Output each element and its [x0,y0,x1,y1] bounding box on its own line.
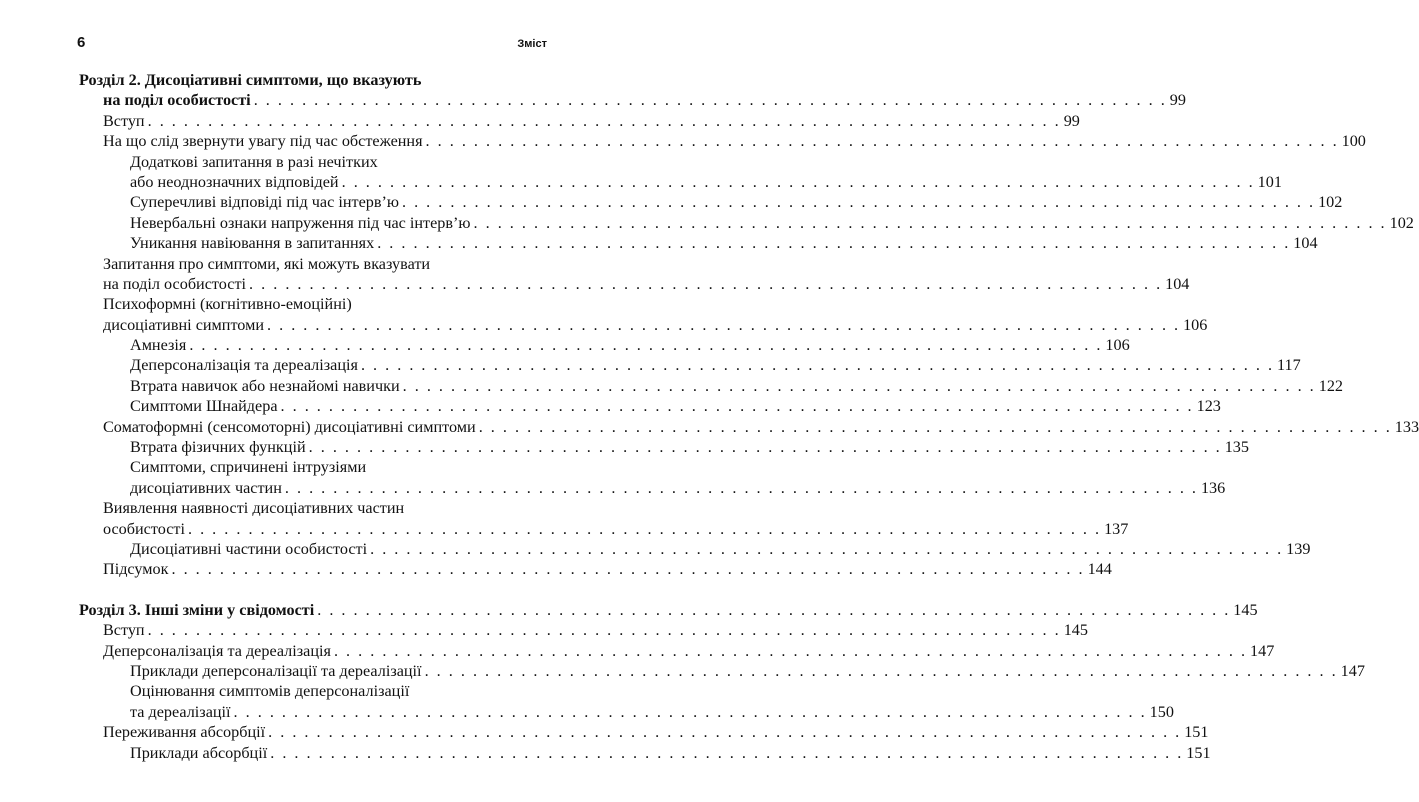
toc-entry-title: Амнезія [130,336,187,355]
toc-entry-title: Втрата фізичних функцій [130,438,306,457]
toc-entry-title: на поділ особистості [103,91,251,110]
toc-page-number: 147 [1340,661,1365,680]
toc-page-number: 101 [1257,172,1282,191]
toc-entry [79,641,1275,661]
toc-page-number: 144 [1087,560,1112,579]
dot-leader: . . . . . . . . . . . . . . . . . . . . . . . . . . . . . . . . . . . . . . . . . . . . . . . . . . . . . . . . . . . . . . . . . . . . . . . . . . . . [341,172,1255,191]
toc-entry-title: Оцінювання симптомів деперсоналізації [130,682,410,701]
dot-leader: . . . . . . . . . . . . . . . . . . . . . . . . . . . . . . . . . . . . . . . . . . . . . . . . . . . . . . . . . . . . . . . . . . . . . . . . . . . . [284,478,1198,497]
toc-page-number: 136 [1200,478,1226,497]
toc-subentry [79,437,1249,457]
toc-page-number: 123 [1196,397,1221,416]
dot-leader: . . . . . . . . . . . . . . . . . . . . . . . . . . . . . . . . . . . . . . . . . . . . . . . . . . . . . . . . . . . . . . . . . . . . . . . . . . . . [253,91,1167,110]
toc-entry [79,519,1129,539]
toc-page-number: 106 [1183,315,1208,334]
toc-section-heading [79,90,1186,110]
dot-leader: . . . . . . . . . . . . . . . . . . . . . . . . . . . . . . . . . . . . . . . . . . . . . . . . . . . . . . . . . . . . . . . . . . . . . . . . . . . . [187,519,1102,538]
toc-entry-title: Симптоми, спричинені інтрузіями [130,458,367,477]
dot-leader: . . . . . . . . . . . . . . . . . . . . . . . . . . . . . . . . . . . . . . . . . . . . . . . . . . . . . . . . . . . . . . . . . . . . . . . . . . . . [249,274,1163,293]
toc-entry-title: На що слід звернути увагу під час обстеження [103,132,423,151]
toc-subentry [79,743,1211,763]
page-number: 6 [77,34,86,51]
toc-subentry [79,661,1365,681]
dot-leader: . . . . . . . . . . . . . . . . . . . . . . . . . . . . . . . . . . . . . . . . . . . . . . . . . . . . . . . . . . . . . . . . . . . . . . . . . . . . [233,702,1147,721]
toc-subentry [79,152,543,172]
toc-entry-title: Уникання навіювання в запитаннях [130,234,375,253]
toc-entry-title: або неоднозначних відповідей [130,172,339,191]
dot-leader: . . . . . . . . . . . . . . . . . . . . . . . . . . . . . . . . . . . . . . . . . . . . . . . . . . . . . . . . . . . . . . . . . . . . . . . . . . . . [370,539,1284,558]
toc-entry [79,315,1208,335]
dot-leader: . . . . . . . . . . . . . . . . . . . . . . . . . . . . . . . . . . . . . . . . . . . . . . . . . . . . . . . . . . . . . . . . . . . . . . . . . . . . [333,641,1248,660]
dot-leader: . . . . . . . . . . . . . . . . . . . . . . . . . . . . . . . . . . . . . . . . . . . . . . . . . . . . . . . . . . . . . . . . . . . . . . . . . . . . [267,315,1181,334]
dot-leader: . . . . . . . . . . . . . . . . . . . . . . . . . . . . . . . . . . . . . . . . . . . . . . . . . . . . . . . . . . . . . . . . . . . . . . . . . . . . [171,560,1085,579]
toc-page-number: 100 [1341,132,1366,151]
toc-subentry [79,335,1130,355]
toc-subentry [79,478,1226,498]
dot-leader: . . . . . . . . . . . . . . . . . . . . . . . . . . . . . . . . . . . . . . . . . . . . . . . . . . . . . . . . . . . . . . . . . . . . . . . . . . . . [270,743,1184,762]
toc-page-number: 150 [1149,702,1174,721]
toc-subentry [79,355,1301,375]
toc-subentry [79,172,1282,192]
toc-page-number: 133 [1394,417,1419,436]
toc-entry-title: Підсумок [103,560,169,579]
toc-section-heading [79,70,543,90]
toc-page-number: 99 [1169,91,1186,110]
toc-entry-title: Приклади абсорбції [130,743,268,762]
toc-section-heading [79,600,1258,620]
toc-entry-title: Соматоформні (сенсомоторні) дисоціативні симптоми [103,417,476,436]
toc-entry-title: та дереалізації [130,702,231,721]
toc-page-number: 99 [1063,111,1080,130]
toc-subentry [79,457,543,477]
dot-leader: . . . . . . . . . . . . . . . . . . . . . . . . . . . . . . . . . . . . . . . . . . . . . . . . . . . . . . . . . . . . . . . . . . . . . . . . . . . . [268,723,1182,742]
toc-page-number: 137 [1104,519,1129,538]
toc-page-number: 104 [1165,274,1190,293]
toc-page-number: 151 [1184,723,1209,742]
dot-leader: . . . . . . . . . . . . . . . . . . . . . . . . . . . . . . . . . . . . . . . . . . . . . . . . . . . . . . . . . . . . . . . . . . . . . . . . . . . . [473,213,1387,232]
toc-spacer [79,580,543,600]
toc-entry-title: Розділ 3. Інші зміни у свідомості [79,600,315,619]
toc-entry-title: Психоформні (когнітивно-емоційні) [103,295,352,314]
toc-entry-title: дисоціативні симптоми [103,315,264,334]
toc-entry-title: Суперечливі відповіді під час інтерв’ю [130,193,399,212]
toc-page-number: 117 [1277,356,1301,375]
toc-entry-title: на поділ особистості [103,274,247,293]
toc-page-number: 122 [1318,376,1343,395]
toc-entry-title: Вступ [103,621,145,640]
dot-leader: . . . . . . . . . . . . . . . . . . . . . . . . . . . . . . . . . . . . . . . . . . . . . . . . . . . . . . . . . . . . . . . . . . . . . . . . . . . . [317,600,1231,619]
toc-entry-title: Дисоціативні частини особистості [130,539,368,558]
table-of-contents [79,70,1419,763]
toc-subentry [79,702,1174,722]
toc-entry-title: Деперсоналізація та дереалізація [130,356,358,375]
toc-page-number: 102 [1318,193,1343,212]
toc-page-number: 151 [1186,743,1211,762]
toc-subentry [79,376,1343,396]
toc-entry-title: Розділ 2. Дисоціативні симптоми, що вказують [79,71,422,89]
toc-entry-title: Переживання абсорбції [103,723,266,742]
toc-entry-title: Приклади деперсоналізації та дереалізації [130,661,422,680]
toc-entry [79,417,1419,437]
toc-entry-title: особистості [103,519,185,538]
toc-entry-title: Втрата навичок або незнайомі навички [130,376,400,395]
toc-page-number: 145 [1063,621,1088,640]
toc-page-number: 145 [1233,600,1258,619]
toc-entry-title: Деперсоналізація та дереалізація [103,641,331,660]
toc-entry [79,254,543,274]
dot-leader: . . . . . . . . . . . . . . . . . . . . . . . . . . . . . . . . . . . . . . . . . . . . . . . . . . . . . . . . . . . . . . . . . . . . . . . . . . . . [425,132,1339,151]
dot-leader: . . . . . . . . . . . . . . . . . . . . . . . . . . . . . . . . . . . . . . . . . . . . . . . . . . . . . . . . . . . . . . . . . . . . . . . . . . . . [401,193,1316,212]
toc-entry [79,498,543,518]
dot-leader: . . . . . . . . . . . . . . . . . . . . . . . . . . . . . . . . . . . . . . . . . . . . . . . . . . . . . . . . . . . . . . . . . . . . . . . . . . . . [377,234,1291,253]
toc-entry-title: Вступ [103,111,145,130]
toc-subentry [79,233,1318,253]
toc-entry [79,559,1112,579]
running-title: Зміст [517,38,547,50]
dot-leader: . . . . . . . . . . . . . . . . . . . . . . . . . . . . . . . . . . . . . . . . . . . . . . . . . . . . . . . . . . . . . . . . . . . . . . . . . . . . [280,397,1194,416]
toc-page-number: 102 [1389,213,1414,232]
dot-leader: . . . . . . . . . . . . . . . . . . . . . . . . . . . . . . . . . . . . . . . . . . . . . . . . . . . . . . . . . . . . . . . . . . . . . . . . . . . . [478,417,1392,436]
dot-leader: . . . . . . . . . . . . . . . . . . . . . . . . . . . . . . . . . . . . . . . . . . . . . . . . . . . . . . . . . . . . . . . . . . . . . . . . . . . . [424,661,1338,680]
toc-page-number: 139 [1286,539,1311,558]
toc-entry-title: Виявлення наявності дисоціативних частин [103,499,405,518]
toc-entry [79,294,543,314]
toc-subentry [79,192,1343,212]
toc-entry [79,111,1080,131]
toc-entry-title: дисоціативних частин [130,478,282,497]
toc-subentry [79,681,543,701]
toc-entry [79,620,1088,640]
toc-entry-title: Запитання про симптоми, які можуть вказувати [103,254,431,273]
toc-entry-title: Симптоми Шнайдера [130,397,278,416]
toc-page-number: 106 [1105,336,1130,355]
toc-entry [79,722,1209,742]
dot-leader: . . . . . . . . . . . . . . . . . . . . . . . . . . . . . . . . . . . . . . . . . . . . . . . . . . . . . . . . . . . . . . . . . . . . . . . . . . . . [147,621,1061,640]
toc-page-number: 147 [1250,641,1275,660]
dot-leader: . . . . . . . . . . . . . . . . . . . . . . . . . . . . . . . . . . . . . . . . . . . . . . . . . . . . . . . . . . . . . . . . . . . . . . . . . . . . [360,356,1275,375]
toc-entry-title: Додаткові запитання в разі нечітких [130,152,378,171]
toc-entry [79,274,1190,294]
toc-page-number: 104 [1293,234,1318,253]
dot-leader: . . . . . . . . . . . . . . . . . . . . . . . . . . . . . . . . . . . . . . . . . . . . . . . . . . . . . . . . . . . . . . . . . . . . . . . . . . . . [147,111,1061,130]
toc-subentry [79,213,1414,233]
toc-subentry [79,396,1221,416]
toc-page-number: 135 [1224,438,1249,457]
toc-entry [79,131,1366,151]
dot-leader: . . . . . . . . . . . . . . . . . . . . . . . . . . . . . . . . . . . . . . . . . . . . . . . . . . . . . . . . . . . . . . . . . . . . . . . . . . . . [308,438,1222,457]
dot-leader: . . . . . . . . . . . . . . . . . . . . . . . . . . . . . . . . . . . . . . . . . . . . . . . . . . . . . . . . . . . . . . . . . . . . . . . . . . . . [189,336,1103,355]
toc-subentry [79,539,1311,559]
dot-leader: . . . . . . . . . . . . . . . . . . . . . . . . . . . . . . . . . . . . . . . . . . . . . . . . . . . . . . . . . . . . . . . . . . . . . . . . . . . . [402,376,1316,395]
toc-entry-title: Невербальні ознаки напруження під час інтерв’ю [130,213,471,232]
